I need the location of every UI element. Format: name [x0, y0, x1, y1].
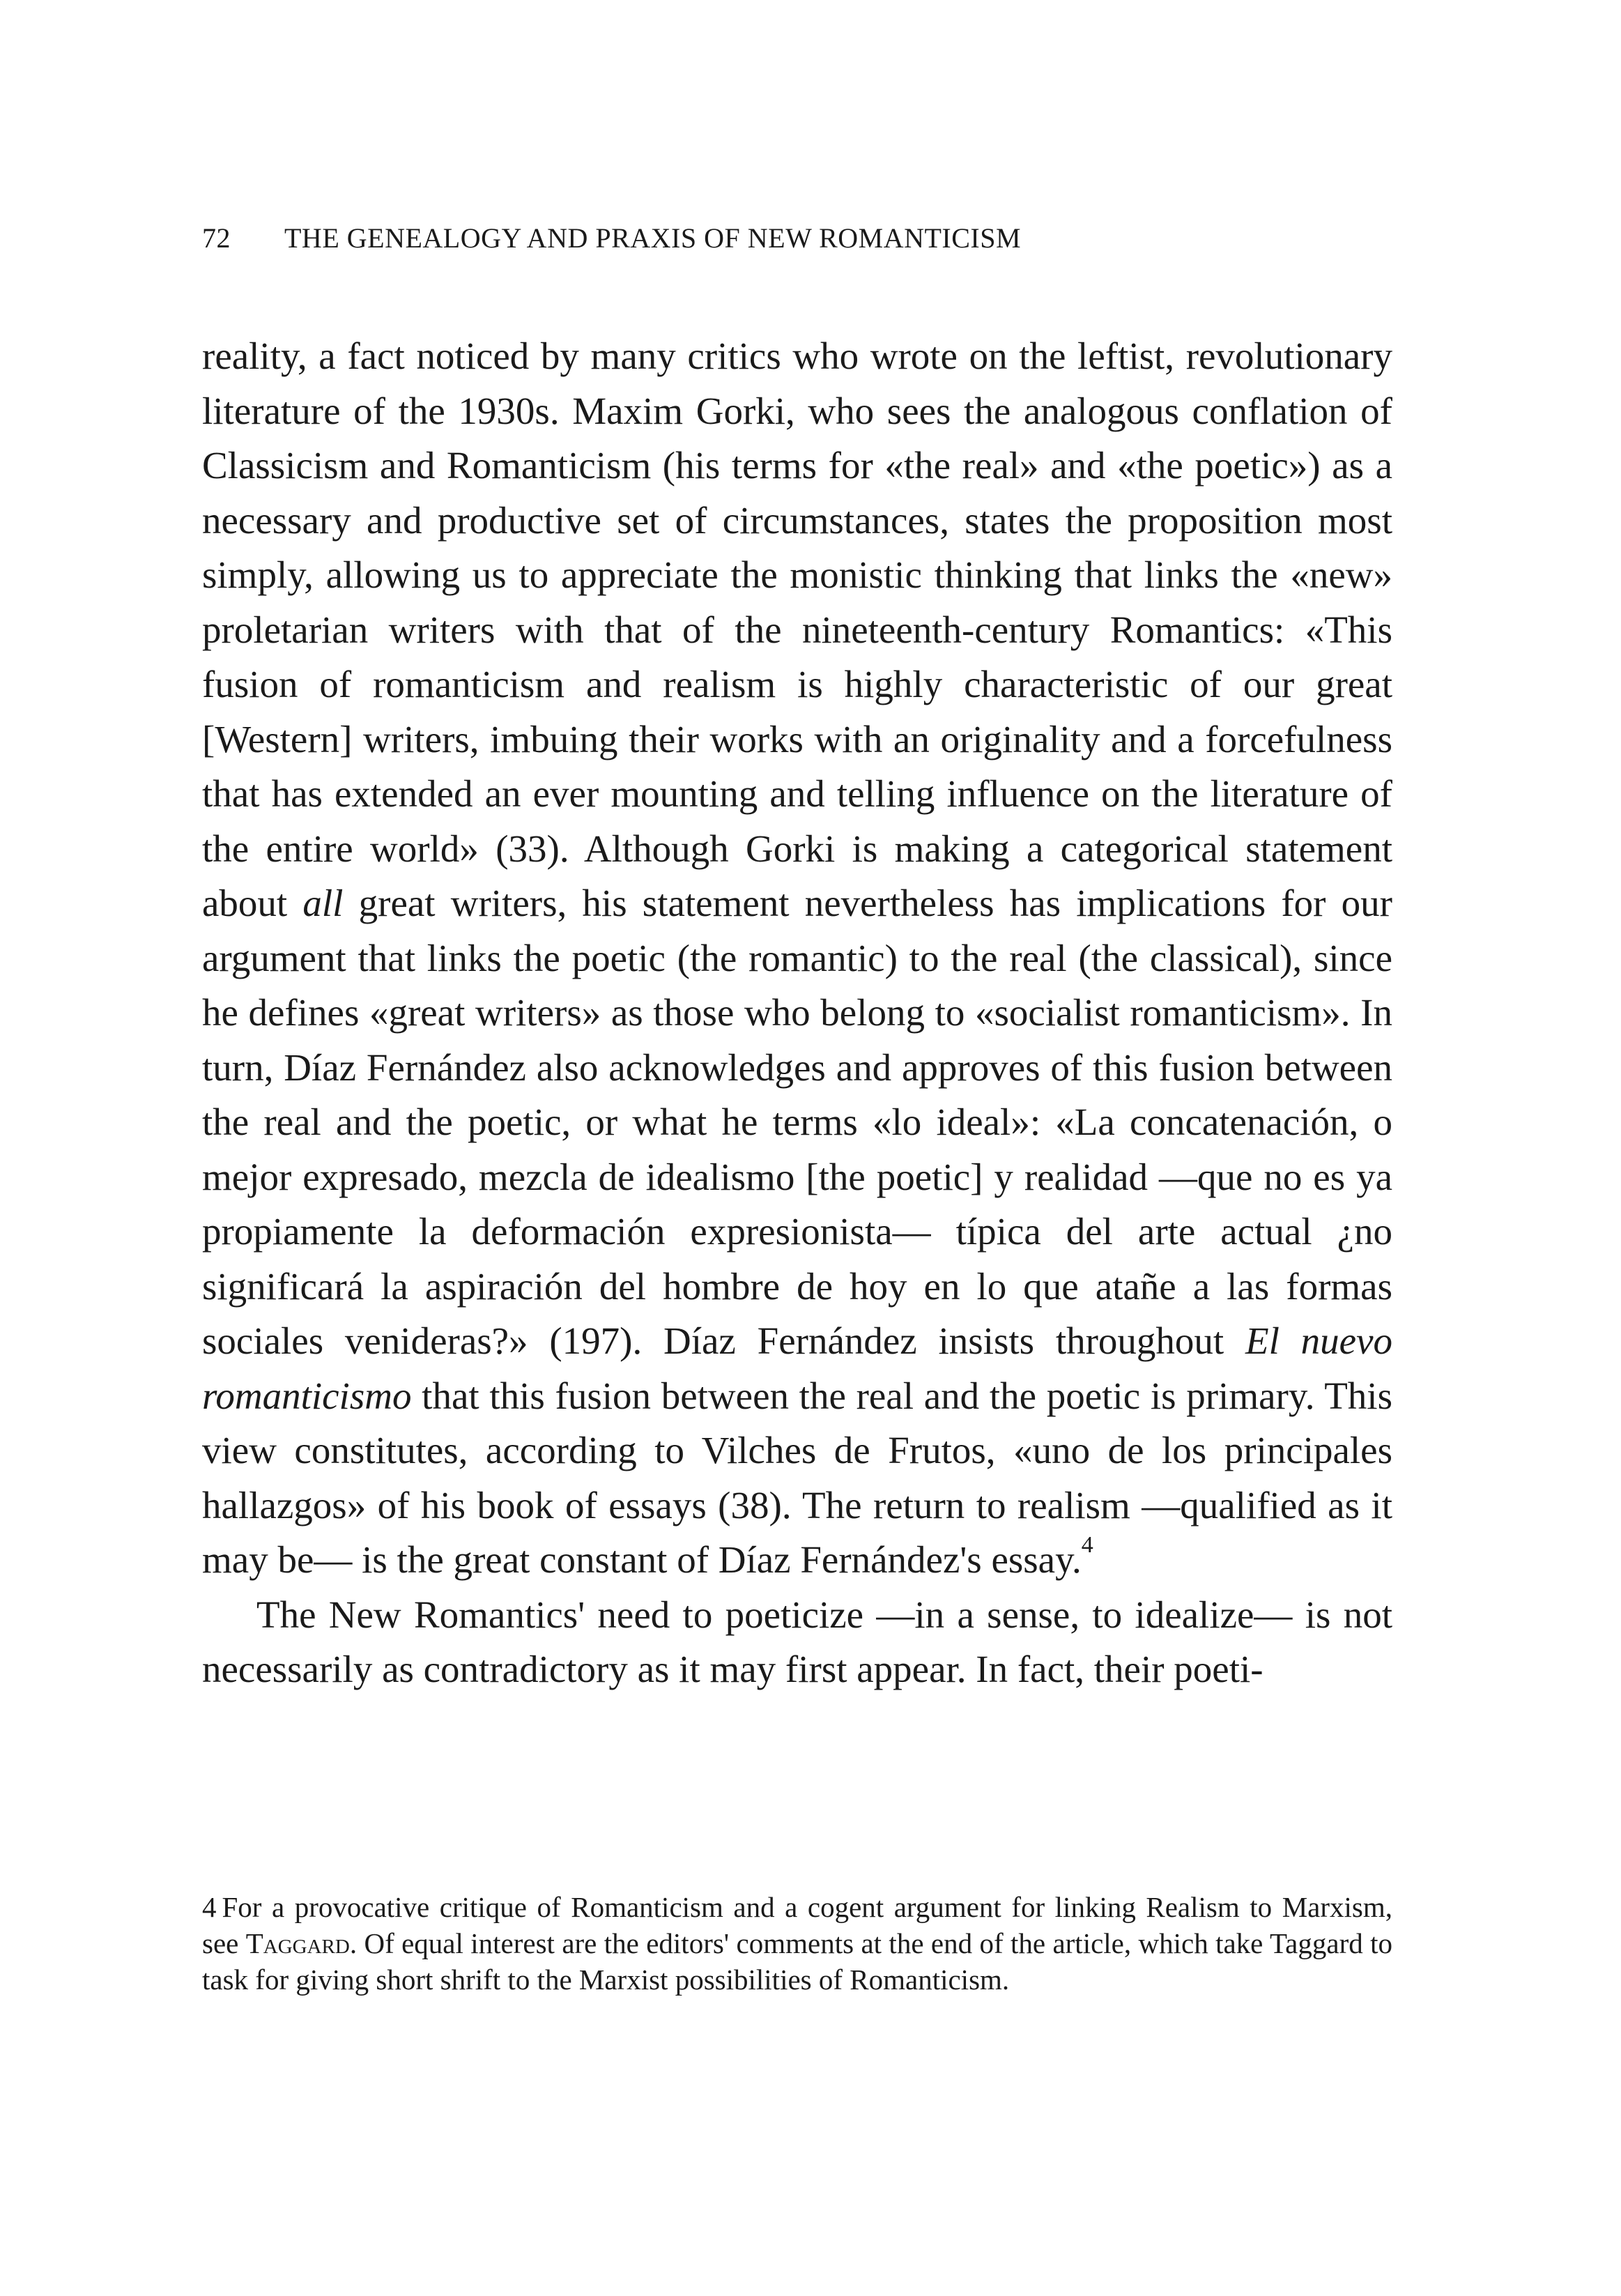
footnote	[202, 1889, 1392, 1998]
paragraph-1-italic-all: all	[302, 882, 344, 924]
paragraph-1-part-3: that this fusion between the real and the poetic is primary. This view constitutes, according to Vilches de Frutos, «uno de los principales hallazgos» of his book of essays (38). The return to realism —qualified as it may be— is the great constant of Díaz Fernández's essay.	[202, 1374, 1392, 1581]
footnote-number: 4	[202, 1891, 217, 1923]
footnote-reference[interactable]: 4	[1081, 1532, 1093, 1559]
running-title: THE GENEALOGY AND PRAXIS OF NEW ROMANTICISM	[284, 222, 1022, 254]
paragraph-1-part-1: reality, a fact noticed by many critics who wrote on the leftist, revolutionary literature of the 1930s. Maxim Gorki, who sees the analogous conflation of Classicism and Romanticism (his terms for «the real» and «the poetic») as a necessary and productive set of circumstances, states the proposition most simply, allowing us to appreciate the monistic thinking that links the «new» proletarian writers with that of the nineteenth-century Romantics: «This fusion of romanticism and realism is highly characteristic of our great [Western] writers, imbuing their works with an originality and a forcefulness that has extended an ever mounting and telling influence on the literature of the entire world» (33). Although Gorki is making a categorical statement about	[202, 335, 1392, 924]
paragraph-1-italic-title: El nuevo romanticismo	[202, 1319, 1392, 1417]
paragraph-2: The New Romantics' need to poeticize —in a sense, to idealize— is not necessarily as contradictory as it may first appear. In fact, their poeti-	[202, 1593, 1392, 1690]
running-header	[202, 222, 1021, 254]
footnote-part-2: . Of equal interest are the editors' comments at the end of the article, which take Taggard to task for giving short shrift to the Marxist possibilities of Romanticism.	[202, 1927, 1392, 1996]
paragraph-1	[202, 329, 1392, 1588]
main-text	[202, 329, 1392, 1697]
footnote-author: Taggard	[245, 1927, 350, 1959]
paragraph-1-part-2: great writers, his statement nevertheless has implications for our argument that links the poetic (the romantic) to the real (the classical), since he defines «great writers» as those who belong to «socialist romanticism». In turn, Díaz Fernández also acknowledges and approves of this fusion between the real and the poetic, or what he terms «lo ideal»: «La concatenación, o mejor expresado, mezcla de idealismo [the poetic] y realidad —que no es ya propiamente la deformación expresionista— típica del arte actual ¿no significará la aspiración del hombre de hoy en lo que atañe a las formas sociales venideras?» (197). Díaz Fernández insists throughout	[202, 882, 1392, 1362]
footnote-part-1: For a provocative critique of Romanticism and a cogent argument for linking Realism to Marxism, see	[202, 1891, 1392, 1959]
page-number: 72	[202, 222, 231, 254]
